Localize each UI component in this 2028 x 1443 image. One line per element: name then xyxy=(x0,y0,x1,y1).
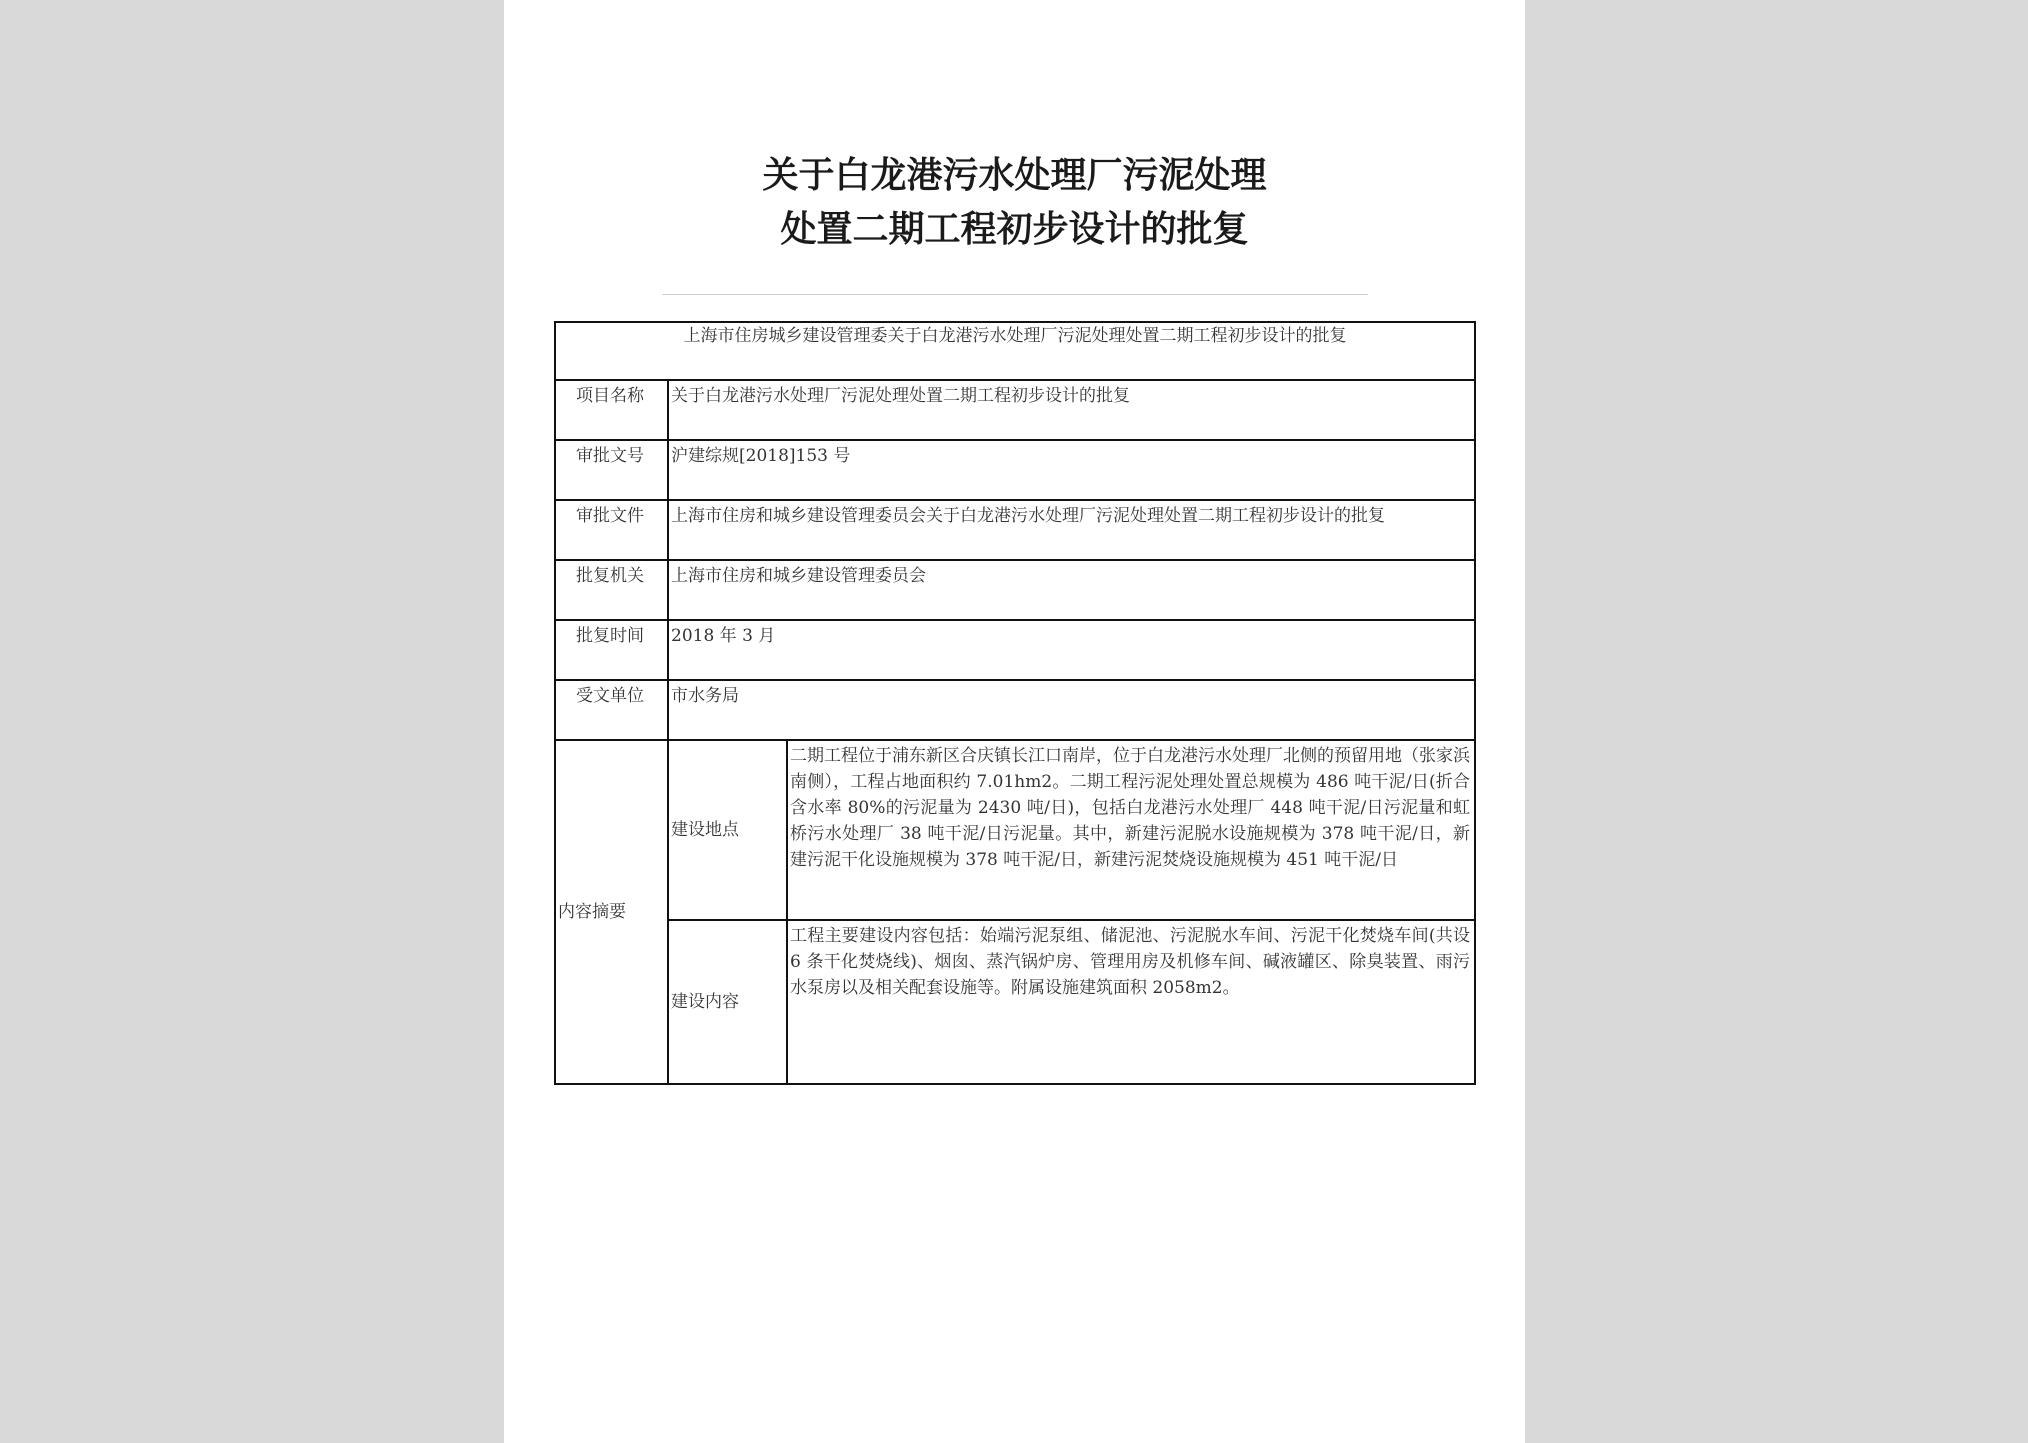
table-row xyxy=(555,680,1475,740)
document-page xyxy=(504,0,1525,1443)
row-label-recipient: 受文单位 xyxy=(555,680,668,740)
table-row xyxy=(555,380,1475,440)
sub-label-construction-content: 建设内容 xyxy=(668,920,787,1084)
approval-info-table xyxy=(554,321,1476,1085)
title-line-2: 处置二期工程初步设计的批复 xyxy=(780,208,1249,250)
title-line-1: 关于白龙港污水处理厂污泥处理 xyxy=(762,154,1267,196)
table-row xyxy=(555,920,1475,1084)
row-label-approving-authority: 批复机关 xyxy=(555,560,668,620)
sub-label-construction-site: 建设地点 xyxy=(668,740,787,920)
table-row xyxy=(555,620,1475,680)
row-label-approval-date: 批复时间 xyxy=(555,620,668,680)
row-label-approval-number: 审批文号 xyxy=(555,440,668,500)
row-value-approving-authority: 上海市住房和城乡建设管理委员会 xyxy=(668,560,1475,620)
row-value-recipient: 市水务局 xyxy=(668,680,1475,740)
table-row xyxy=(555,740,1475,920)
table-row xyxy=(555,500,1475,560)
table-header-row xyxy=(555,322,1475,380)
sub-value-construction-content: 工程主要建设内容包括：始端污泥泵组、储泥池、污泥脱水车间、污泥干化焚烧车间(共设 6 条干化焚烧线)、烟囱、蒸汽锅炉房、管理用房及机修车间、碱液罐区、除臭装置、雨污水泵房以及相关配套设施等。附属设施建筑面积 2058m2。 xyxy=(787,920,1475,1084)
table-header: 上海市住房城乡建设管理委关于白龙港污水处理厂污泥处理处置二期工程初步设计的批复 xyxy=(555,322,1475,380)
document-title xyxy=(504,148,1525,256)
title-divider xyxy=(662,294,1368,295)
row-label-approval-document: 审批文件 xyxy=(555,500,668,560)
sub-value-construction-site: 二期工程位于浦东新区合庆镇长江口南岸，位于白龙港污水处理厂北侧的预留用地（张家浜南侧），工程占地面积约 7.01hm2。二期工程污泥处理处置总规模为 486 吨干泥/日(折合含水率 80%的污泥量为 2430 吨/日)，包括白龙港污水处理厂 448 吨干泥/日污泥量和虹桥污水处理厂 38 吨干泥/日污泥量。其中，新建污泥脱水设施规模为 378 吨干泥/日，新建污泥干化设施规模为 378 吨干泥/日，新建污泥焚烧设施规模为 451 吨干泥/日 xyxy=(787,740,1475,920)
row-value-approval-document: 上海市住房和城乡建设管理委员会关于白龙港污水处理厂污泥处理处置二期工程初步设计的批复 xyxy=(668,500,1475,560)
row-label-project-name: 项目名称 xyxy=(555,380,668,440)
table-row xyxy=(555,560,1475,620)
table-row xyxy=(555,440,1475,500)
row-value-project-name: 关于白龙港污水处理厂污泥处理处置二期工程初步设计的批复 xyxy=(668,380,1475,440)
summary-label: 内容摘要 xyxy=(555,740,668,1084)
row-value-approval-date: 2018 年 3 月 xyxy=(668,620,1475,680)
row-value-approval-number: 沪建综规[2018]153 号 xyxy=(668,440,1475,500)
